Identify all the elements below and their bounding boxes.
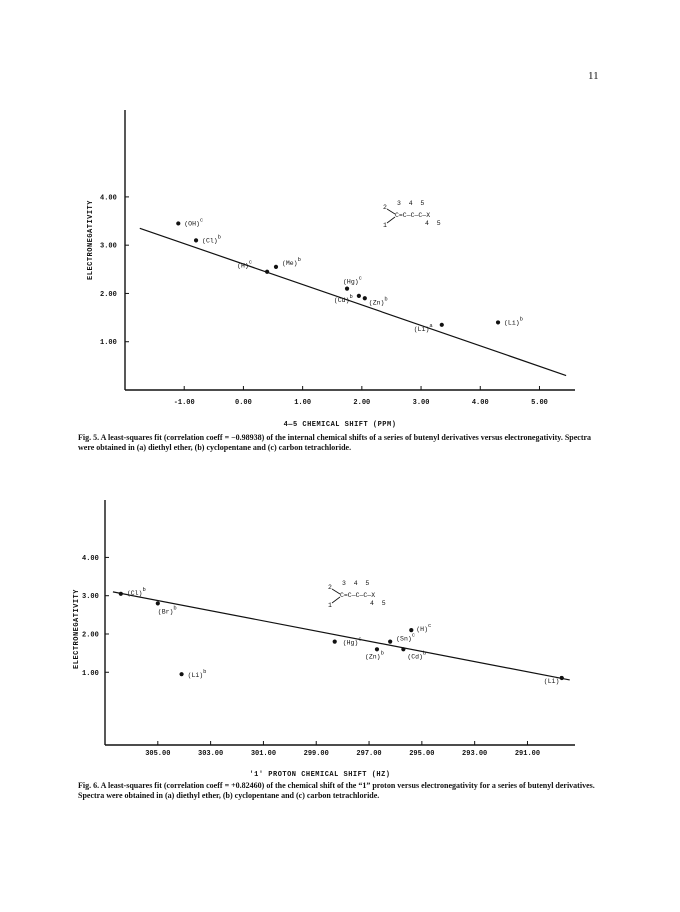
structure-formula: C=C—C—C—X [395,212,431,219]
data-point-label: $(Zn)^b$ [364,649,384,661]
page-number: 11 [588,70,599,82]
structure-sub-numbers: 4 5 [425,220,441,227]
y-tick-label: 4.00 [82,554,99,563]
x-tick-label: 297.00 [356,750,382,758]
x-axis-label: '1' PROTON CHEMICAL SHIFT (HZ) [249,771,391,779]
data-point-label: $(Cd)^b$ [333,292,353,304]
y-tick-label: 2.00 [82,631,99,640]
x-tick-label: 2.00 [353,399,371,407]
data-point-label: $(Li)^a$ [413,321,433,333]
data-point [357,294,361,298]
x-tick-label: 301.00 [250,750,277,758]
x-tick-label: 0.00 [235,399,252,407]
x-tick-label: 291.00 [514,750,541,758]
data-point-superscript: b [384,295,388,303]
data-point-superscript: b [297,255,301,263]
data-point [179,672,183,676]
data-point-label: $(Li)^b$ [504,315,523,327]
structure-top-numbers: 3 4 5 [342,580,370,587]
x-tick-label: 5.00 [531,399,548,407]
figure-6-chart [0,480,680,820]
data-point-label: $(Li)^a$ [543,674,563,686]
structure-number-2: 2 [383,204,387,211]
data-point-superscript: c [248,258,253,266]
data-point-label: $(Hg)^c$ [342,635,362,647]
data-point-superscript: b [380,649,384,657]
x-tick-label: 303.00 [198,750,224,758]
data-point [333,640,337,644]
x-tick-label: -1.00 [173,399,195,407]
y-tick-label: 1.00 [100,339,117,348]
y-tick-label: 3.00 [100,242,117,251]
y-tick-label: 4.00 [100,194,117,203]
x-tick-label: 293.00 [462,750,488,758]
data-point [194,238,198,242]
fit-line [113,592,570,680]
data-point-superscript: b [217,233,221,241]
data-point-label: $(Br)^b$ [157,604,177,616]
data-point [274,265,278,269]
data-point [345,287,349,291]
data-point-superscript: a [429,321,433,329]
x-tick-label: 305.00 [145,750,171,758]
data-point-label: $(Zn)^b$ [368,295,388,307]
data-point-label: $(Cl)^b$ [202,233,221,245]
data-point-superscript: b [142,585,146,593]
data-point-label: $(Cl)^b$ [126,585,146,597]
x-tick-label: 1.00 [294,399,312,407]
data-point-label: $(H)^c$ [416,622,432,634]
data-point [265,270,269,274]
data-point [156,601,160,605]
data-point-label: $(Sn)^c$ [396,631,416,643]
data-point-label: $(Hg)^c$ [343,274,362,286]
figure-5-chart [0,0,680,430]
y-tick-label: 1.00 [82,669,99,678]
data-point-superscript: b [349,292,353,300]
figure-5-caption: Fig. 5. A least-squares fit (correlation coeff = −0.98938) of the internal chemical shifts of a series of butenyl derivatives versus electronegativity. Spectra were obtained in (a) diethyl ether, (b) cyclopentane and (c) carbon tetrachloride. [78,433,592,452]
data-point-label: $(Li)^b$ [187,668,207,680]
structure-formula: C=C—C—C—X [340,592,376,599]
data-point-label: $(Me)^b$ [281,255,301,267]
data-point-superscript: a [559,674,563,682]
data-point [119,592,123,596]
fit-line [140,228,566,375]
structure-number-1: 1 [328,602,332,609]
structure-bond [387,217,395,223]
structure-sub-numbers: 4 5 [370,600,386,607]
data-point [363,296,367,300]
structure-number-2: 2 [328,584,332,591]
data-point-superscript: c [411,631,416,639]
x-axis-label: 4—5 CHEMICAL SHIFT (PPM) [283,421,397,429]
y-axis-label: ELECTRONEGATIVITY [73,589,81,669]
data-point-label: $(Cd)^b$ [407,649,427,661]
structure-top-numbers: 3 4 5 [397,200,425,207]
data-point [496,320,500,324]
data-point-superscript: c [358,274,362,282]
data-point-superscript: b [422,649,427,657]
structure-bond [387,209,395,214]
y-tick-label: 2.00 [100,290,117,299]
data-point-superscript: c [358,635,362,643]
x-tick-label: 299.00 [303,750,329,758]
data-point-superscript: b [203,668,207,676]
structure-bond [332,597,340,603]
data-point-superscript: c [427,622,432,630]
data-point [440,323,444,327]
data-point-superscript: c [199,216,204,224]
data-point [176,221,180,225]
data-point-label: $(H)^c$ [237,258,253,270]
data-point [401,647,405,651]
x-tick-label: 4.00 [471,399,489,407]
data-point [375,647,379,651]
figure-6-caption: Fig. 6. A least-squares fit (correlation coeff = +0.82460) of the chemical shift of the “1” proton versus electronegativity for a series of butenyl derivatives. Spectra were obtained in (a) diethyl ether, (b) cyclopentane and (c) carbon tetrachloride. [78,781,595,800]
y-axis-label: ELECTRONEGATIVITY [87,200,95,280]
data-point [388,640,392,644]
x-tick-label: 295.00 [409,750,435,758]
data-point-superscript: b [173,604,177,612]
structure-number-1: 1 [383,222,387,229]
y-tick-label: 3.00 [82,593,99,602]
structure-bond [332,589,340,594]
data-point-label: (OH)$^c$ [184,216,204,228]
x-tick-label: 3.00 [412,399,430,407]
data-point-superscript: b [519,315,523,323]
